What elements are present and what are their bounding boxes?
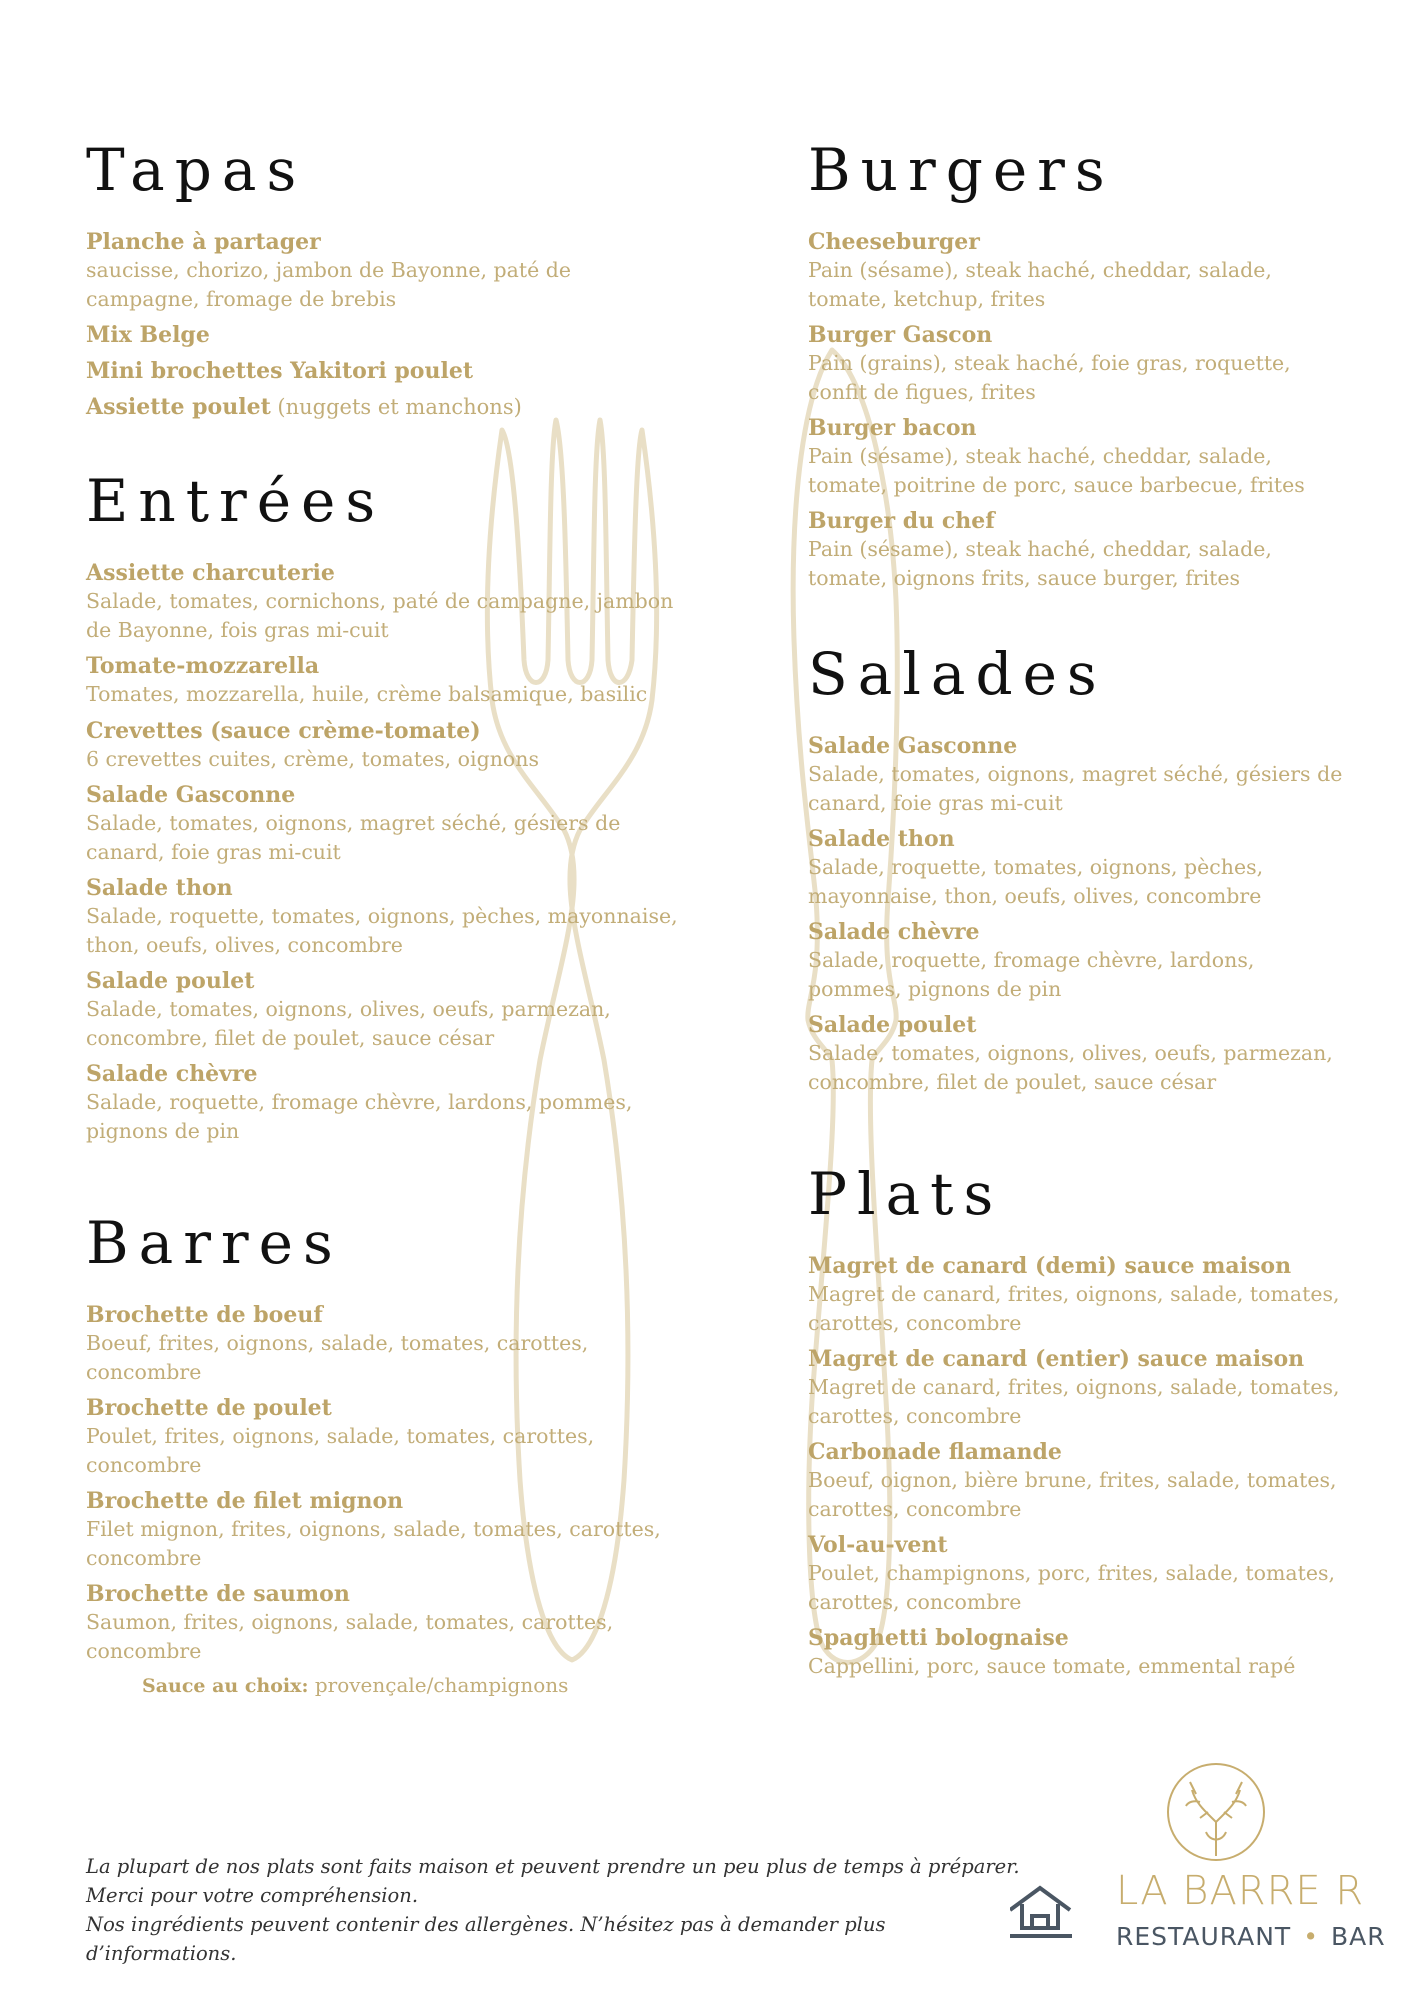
menu-item-title: Burger Gascon: [808, 322, 993, 348]
section-title: Barres: [86, 1209, 343, 1277]
menu-item-name: [86, 1580, 686, 1608]
menu-item-description: Boeuf, frites, oignons, salade, tomates, carottes, concombre: [86, 1331, 589, 1384]
sauce-label: Sauce au choix:: [142, 1675, 309, 1697]
menu-item: [808, 1531, 1348, 1616]
menu-item: [86, 357, 686, 385]
footer-line: La plupart de nos plats sont faits maison et peuvent prendre un peu plus de temps à préparer.: [86, 1855, 1020, 1878]
menu-item-title: Burger bacon: [808, 415, 977, 441]
section-title: Salades: [808, 640, 1107, 708]
menu-item-description: Boeuf, oignon, bière brune, frites, salade, tomates, carottes, concombre: [808, 1468, 1337, 1521]
menu-item-description: Saumon, frites, oignons, salade, tomates, carottes, concombre: [86, 1610, 614, 1663]
menu-item-title: Salade poulet: [86, 968, 255, 994]
menu-item: [86, 1580, 686, 1665]
menu-item-name: [808, 825, 1348, 853]
menu-item-name: [86, 321, 686, 349]
menu-item-title: Burger du chef: [808, 508, 995, 534]
section-title: Plats: [808, 1160, 1004, 1228]
menu-item-description: Pain (sésame), steak haché, cheddar, salade, tomate, ketchup, frites: [808, 258, 1272, 311]
menu-item-note: (nuggets et manchons): [270, 395, 522, 419]
section-title: Tapas: [86, 136, 307, 204]
menu-item-title: Mini brochettes Yakitori poulet: [86, 358, 473, 384]
menu-item-description: Tomates, mozzarella, huile, crème balsamique, basilic: [86, 682, 648, 706]
menu-item-description: Salade, tomates, oignons, magret séché, gésiers de canard, foie gras mi-cuit: [86, 811, 621, 864]
menu-item-name: [808, 228, 1348, 256]
menu-item-name: [86, 781, 686, 809]
menu-item: [86, 1060, 686, 1145]
menu-item-title: Crevettes (sauce crème-tomate): [86, 717, 481, 744]
menu-item-name: [86, 1487, 686, 1515]
right-column: [808, 128, 1348, 1689]
menu-item-name: [86, 1394, 686, 1422]
menu-item-description: Salade, roquette, tomates, oignons, pèches, mayonnaise, thon, oeufs, olives, concombre: [86, 904, 678, 957]
menu-item-name: [86, 357, 686, 385]
menu-item-description: Salade, tomates, cornichons, paté de campagne, jambon de Bayonne, fois gras mi-cuit: [86, 589, 674, 642]
section-title: Burgers: [808, 136, 1115, 204]
menu-item: [808, 1624, 1348, 1681]
menu-item: [86, 393, 686, 421]
menu-item-title: Assiette charcuterie: [86, 560, 335, 586]
menu-item-name: [808, 1345, 1348, 1373]
menu-item-title: Brochette de saumon: [86, 1581, 350, 1607]
menu-item-name: [808, 1624, 1348, 1652]
menu-item-name: [808, 1531, 1348, 1559]
menu-item-name: [808, 1438, 1348, 1466]
menu-item-title: Assiette poulet: [86, 394, 271, 420]
menu-item-description: Salade, roquette, tomates, oignons, pèches, mayonnaise, thon, oeufs, olives, concombre: [808, 855, 1264, 908]
menu-item-name: [86, 652, 686, 680]
menu-section-plats: [808, 1152, 1348, 1681]
menu-item-description: 6 crevettes cuites, crème, tomates, oignons: [86, 746, 539, 771]
menu-item: [86, 559, 686, 644]
menu-item: [86, 228, 686, 313]
menu-item-description: Cappellini, porc, sauce tomate, emmental rapé: [808, 1654, 1296, 1678]
sauce-value: provençale/champignons: [308, 1673, 569, 1697]
menu-item-description: Salade, tomates, oignons, olives, oeufs, parmezan, concombre, filet de poulet, sauce césar: [86, 997, 611, 1050]
menu-item: [808, 1345, 1348, 1430]
menu-item-name: [86, 967, 686, 995]
menu-item: [808, 918, 1348, 1003]
menu-item-title: Planche à partager: [86, 229, 321, 255]
menu-item-title: Tomate-mozzarella: [86, 653, 320, 679]
menu-item: [808, 732, 1348, 817]
menu-item-title: Cheeseburger: [808, 229, 980, 255]
menu-item: [86, 321, 686, 349]
menu-item-title: Brochette de poulet: [86, 1395, 332, 1421]
logo-subtitle-right: BAR: [1330, 1922, 1386, 1951]
menu-item-title: Spaghetti bolognaise: [808, 1625, 1069, 1651]
menu-item-description: Salade, tomates, oignons, olives, oeufs, parmezan, concombre, filet de poulet, sauce césar: [808, 1041, 1333, 1094]
footer-notice: [86, 1852, 1026, 1968]
menu-item-title: Salade poulet: [808, 1012, 977, 1038]
menu-item: [86, 1487, 686, 1572]
menu-item: [808, 321, 1348, 406]
menu-item-description: Poulet, champignons, porc, frites, salade, tomates, carottes, concombre: [808, 1561, 1336, 1614]
menu-item-description: Pain (grains), steak haché, foie gras, roquette, confit de figues, frites: [808, 351, 1291, 404]
logo-subtitle-left: RESTAURANT: [1116, 1922, 1292, 1951]
logo-subtitle: [1116, 1922, 1386, 1951]
menu-item-name: [808, 918, 1348, 946]
left-column: [86, 128, 686, 1697]
menu-item-description: Magret de canard, frites, oignons, salade, tomates, carottes, concombre: [808, 1282, 1340, 1335]
menu-item-description: Magret de canard, frites, oignons, salade, tomates, carottes, concombre: [808, 1375, 1340, 1428]
menu-item-name: [808, 507, 1348, 535]
menu-item-description: Pain (sésame), steak haché, cheddar, salade, tomate, poitrine de porc, sauce barbecue, frites: [808, 444, 1305, 497]
menu-item-title: Carbonade flamande: [808, 1439, 1062, 1465]
menu-item-title: Salade Gasconne: [808, 733, 1018, 759]
menu-item-title: Salade thon: [808, 826, 955, 852]
menu-item: [808, 1011, 1348, 1096]
menu-item-description: Salade, roquette, fromage chèvre, lardons, pommes, pignons de pin: [808, 948, 1255, 1001]
menu-item-title: Magret de canard (demi) sauce maison: [808, 1253, 1292, 1279]
menu-item-description: Poulet, frites, oignons, salade, tomates, carottes, concombre: [86, 1424, 595, 1477]
section-title: Entrées: [86, 467, 386, 535]
menu-section-barres: [86, 1201, 686, 1697]
menu-item-title: Salade Gasconne: [86, 782, 296, 808]
menu-item: [808, 1252, 1348, 1337]
menu-item-title: Mix Belge: [86, 322, 210, 348]
menu-item-name: [86, 228, 686, 256]
sauce-choice: [142, 1673, 686, 1697]
menu-item: [86, 967, 686, 1052]
menu-item-name: [808, 732, 1348, 760]
menu-item-name: [86, 393, 686, 421]
menu-item: [86, 874, 686, 959]
menu-item-name: [808, 1252, 1348, 1280]
menu-item: [808, 825, 1348, 910]
menu-item-name: [808, 1011, 1348, 1039]
menu-item-description: Pain (sésame), steak haché, cheddar, salade, tomate, oignons frits, sauce burger, frites: [808, 537, 1272, 590]
menu-item: [86, 1301, 686, 1386]
menu-item: [808, 1438, 1348, 1523]
menu-item-name: [808, 321, 1348, 349]
menu-item-title: Magret de canard (entier) sauce maison: [808, 1346, 1305, 1372]
menu-item-description: saucisse, chorizo, jambon de Bayonne, paté de campagne, fromage de brebis: [86, 258, 571, 311]
menu-item-name: [86, 874, 686, 902]
menu-item-name: [86, 717, 686, 745]
footer-line: Nos ingrédients peuvent contenir des allergènes. N’hésitez pas à demander plus d’informations.: [86, 1913, 886, 1965]
menu-item-title: Salade chèvre: [808, 919, 980, 945]
menu-item-title: Vol-au-vent: [808, 1532, 948, 1558]
menu-section-entrees: [86, 459, 686, 1145]
menu-item: [808, 414, 1348, 499]
restaurant-logo: [1010, 1760, 1390, 1960]
menu-section-tapas: [86, 128, 686, 421]
menu-item-description: Salade, roquette, fromage chèvre, lardons, pommes, pignons de pin: [86, 1090, 633, 1143]
menu-item-description: Filet mignon, frites, oignons, salade, tomates, carottes, concombre: [86, 1517, 661, 1570]
menu-item-description: Salade, tomates, oignons, magret séché, gésiers de canard, foie gras mi-cuit: [808, 762, 1343, 815]
menu-item-title: Salade chèvre: [86, 1061, 258, 1087]
menu-item: [86, 717, 686, 774]
menu-section-burgers: [808, 128, 1348, 592]
menu-item-title: Brochette de boeuf: [86, 1302, 323, 1328]
menu-item: [808, 228, 1348, 313]
footer-line: Merci pour votre compréhension.: [86, 1884, 419, 1907]
logo-separator: •: [1303, 1922, 1319, 1951]
menu-item: [86, 781, 686, 866]
menu-item-title: Salade thon: [86, 875, 233, 901]
logo-name: LA BARRE R: [1116, 1868, 1365, 1914]
menu-item-title: Brochette de filet mignon: [86, 1488, 404, 1514]
menu-item-name: [86, 559, 686, 587]
menu-item-name: [808, 414, 1348, 442]
menu-item: [86, 652, 686, 709]
menu-item-name: [86, 1301, 686, 1329]
menu-item: [808, 507, 1348, 592]
menu-section-salades: [808, 632, 1348, 1096]
menu-item: [86, 1394, 686, 1479]
menu-item-name: [86, 1060, 686, 1088]
